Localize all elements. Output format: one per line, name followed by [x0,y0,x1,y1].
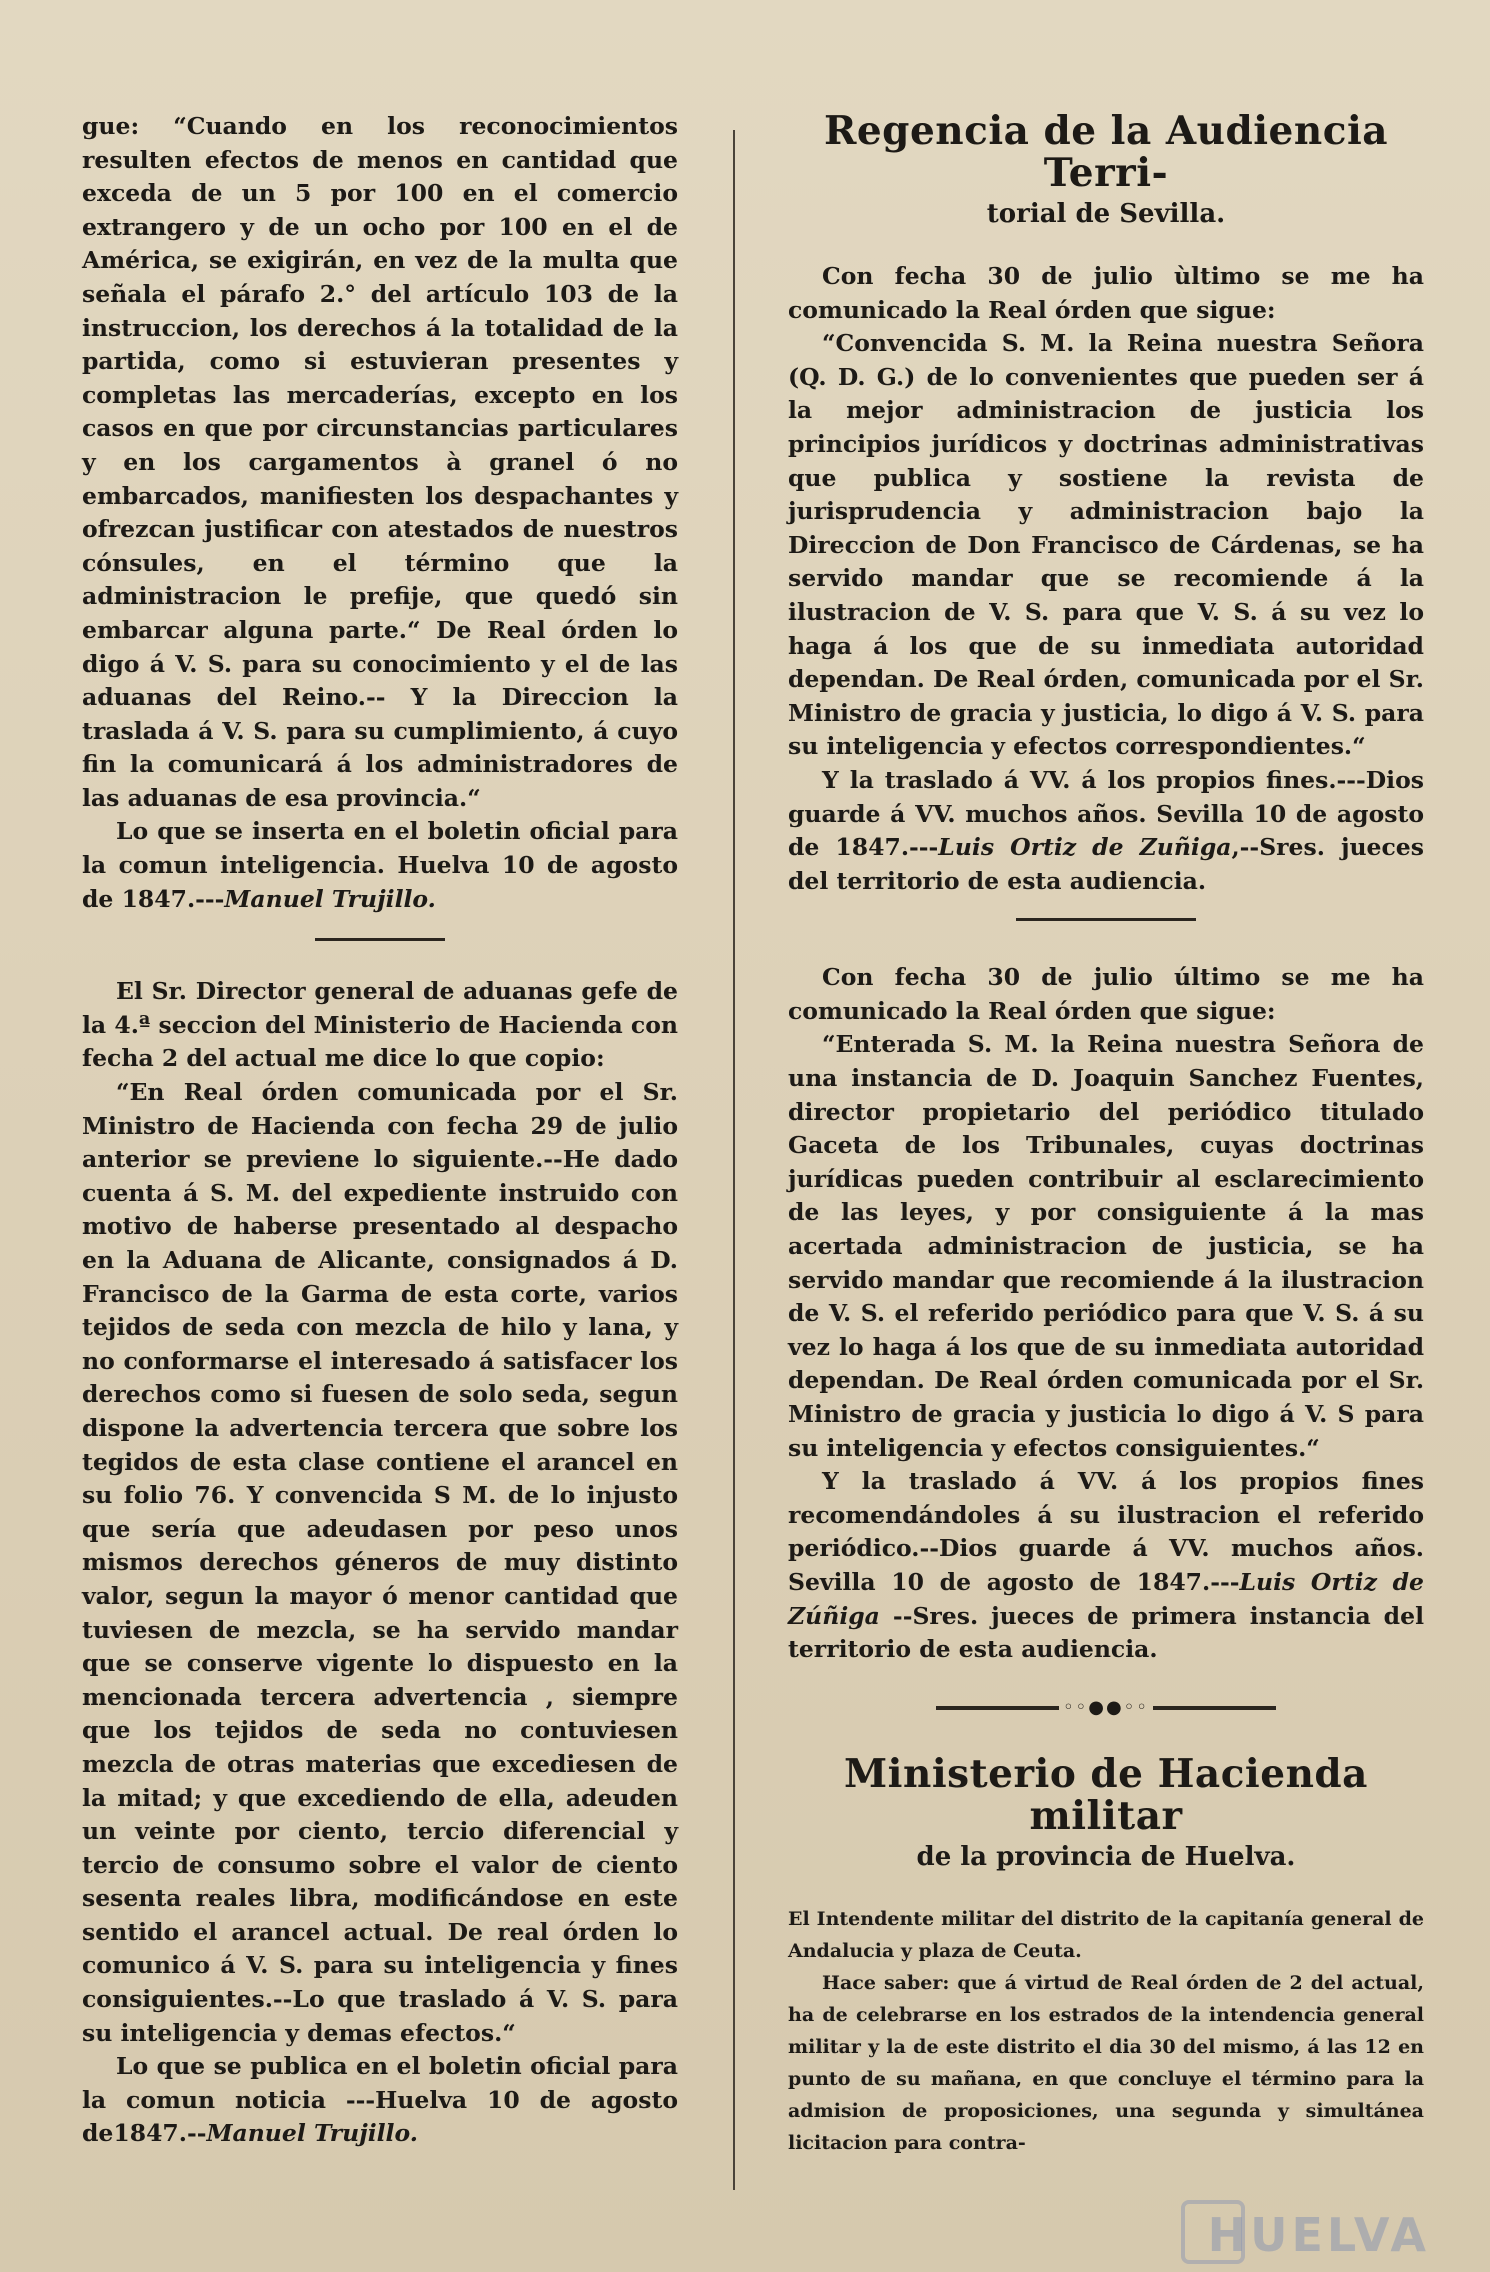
director-aduanas-intro: El Sr. Director general de aduanas gefe de la 4.ª seccion del Ministerio de Hacienda con fecha 2 del actual me dice lo que copio: [82,977,678,1073]
section-rule-2 [1016,918,1196,921]
signature-manuel-trujillo-2: Manuel Trujillo. [206,2119,418,2148]
left-column [82,110,678,2151]
huelva-notice-2: Lo que se publica en el boletin oficial para la comun noticia ---Huelva 10 de agosto de1847.--Manuel Trujillo. [82,2052,678,2148]
regencia-traslado-2: Y la traslado á VV. á los propios fines recomendándoles á su ilustracion el referido periódico.--Dios guarde á VV. muchos años. Sevilla 10 de agosto de 1847.---Luis Ortiz de Zúñiga --Sres. jueces de primera instancia del territorio de esta audiencia. [788,1467,1424,1664]
right-column [788,110,1424,2159]
signature-luis-ortiz-2: Luis Ortiz de Zúñiga [788,1567,1424,1630]
regencia-intro-1: Con fecha 30 de julio ùltimo se me ha comunicado la Real órden que sigue: [788,262,1424,324]
section-rule [315,938,445,941]
real-orden-gaceta: “Enterada S. M. la Reina nuestra Señora de una instancia de D. Joaquin Sanchez Fuentes, director propietario del periódico titulado Gaceta de los Tribunales, cuyas doctrinas jurídicas pueden contribuir al esclarecimiento de las leyes, y por consiguiente á la mas acertada administracion de justicia, se ha servido mandar que recomiende á la ilustracion de V. S. el referido periódico para que V. S. á su vez lo haga á los que de su inmediata autoridad dependan. De Real órden comunicada por el Sr. Ministro de gracia y justicia lo digo á V. S para su inteligencia y efectos consiguientes.“ [788,1030,1424,1462]
hace-saber: Hace saber: que á virtud de Real órden de 2 del actual, ha de celebrarse en los estrados de la intendencia general militar y la de este distrito el dia 30 del mismo, á las 12 en punto de su mañana, en que concluye el término para la admision de proposiciones, una segunda y simultánea licitacion para contra- [788,1971,1424,2154]
column-divider [733,130,735,2190]
signature-manuel-trujillo: Manuel Trujillo. [224,884,436,913]
signature-luis-ortiz: Luis Ortiz de Zuñiga [938,833,1232,862]
regencia-traslado-1: Y la traslado á VV. á los propios fines.---Dios guarde á VV. muchos años. Sevilla 10 de agosto de 1847.---Luis Ortiz de Zuñiga,--Sres. jueces del territorio de esta audiencia. [788,765,1424,895]
real-orden-revista: “Convencida S. M. la Reina nuestra Señora (Q. D. G.) de lo convenientes que pueden ser á la mejor administracion de justicia los principios jurídicos y doctrinas administrativas que publica y sostiene la revista de jurisprudencia y administracion bajo la Direccion de Don Francisco de Cárdenas, se ha servido mandar que se recomiende á la ilustracion de V. S. para que V. S. á su vez lo haga á los que de su inmediata autoridad dependan. De Real órden, comunicada por el Sr. Ministro de gracia y justicia, lo digo á V. S. para su inteligencia y efectos correspondientes.“ [788,329,1424,761]
heading-provincia-huelva: de la provincia de Huelva. [916,1841,1296,1872]
heading-regencia: Regencia de la Audiencia Terri- [823,108,1389,196]
archive-watermark: HUELVA [1207,2208,1430,2262]
real-orden-tejidos: “En Real órden comunicada por el Sr. Ministro de Hacienda con fecha 29 de julio anterior se previene lo siguiente.--He dado cuenta á S. M. del expediente instruido con motivo de haberse presentado al despacho en la Aduana de Alicante, consignados á D. Francisco de la Garma de esta corte, varios tejidos de seda con mezcla de hilo y lana, y no conformarse el interesado á satisfacer los derechos como si fuesen de solo seda, segun dispone la advertencia tercera que sobre los tegidos de esta clase contiene el arancel en su folio 76. Y convencida S M. de lo injusto que sería que adeudasen por peso unos mismos derechos géneros de muy distinto valor, segun la mayor ó menor cantidad que tuviesen de mezcla, se ha servido mandar que se conserve vigente lo dispuesto en la mencionada tercera advertencia , siempre que los tejidos de seda no contuviesen mezcla de otras materias que excediesen de la mitad; y que excediendo de ella, adeuden un veinte por ciento, tercio diferencial y tercio de consumo sobre el valor de ciento sesenta reales libra, modificándose en este sentido el arancel actual. De real órden lo comunico á V. S. para su inteligencia y fines consiguientes.--Lo que traslado á V. S. para su inteligencia y demas efectos.“ [82,1078,678,2047]
intendente-title: El Intendente militar del distrito de la capitanía general de Andalucia y plaza de Ceuta. [788,1907,1424,1962]
customs-order-continuation: gue: “Cuando en los reconocimientos resulten efectos de menos en cantidad que exceda de un 5 por 100 en el comercio extrangero y de un ocho por 100 en el de América, se exigirán, en vez de la multa que señala el párafo 2.° del artículo 103 de la instruccion, los derechos á la totalidad de la partida, como si estuvieran presentes y completas las mercaderías, excepto en los casos en que por circunstancias particulares y en los cargamentos à granel ó no embarcados, manifiesten los despachantes y ofrezcan justificar con atestados de nuestros cónsules, en el término que la administracion le prefije, que quedó sin embarcar alguna parte.“ De Real órden lo digo á V. S. para su conocimiento y el de las aduanas del Reino.-- Y la Direccion la traslada á V. S. para su cumplimiento, á cuyo fin la comunicará á los administradores de las aduanas de esa provincia.“ [82,112,678,812]
ornament-divider: ◦◦●●◦◦ [936,1703,1276,1713]
heading-regencia-cont: torial de Sevilla. [986,199,1226,229]
huelva-notice-1: Lo que se inserta en el boletin oficial para la comun inteligencia. Huelva 10 de agosto de 1847.---Manuel Trujillo. [82,817,678,913]
regencia-intro-2: Con fecha 30 de julio último se me ha comunicado la Real órden que sigue: [788,963,1424,1025]
heading-ministerio-hacienda: Ministerio de Hacienda militar [844,1750,1368,1839]
intendente-notice [788,1903,1424,2159]
